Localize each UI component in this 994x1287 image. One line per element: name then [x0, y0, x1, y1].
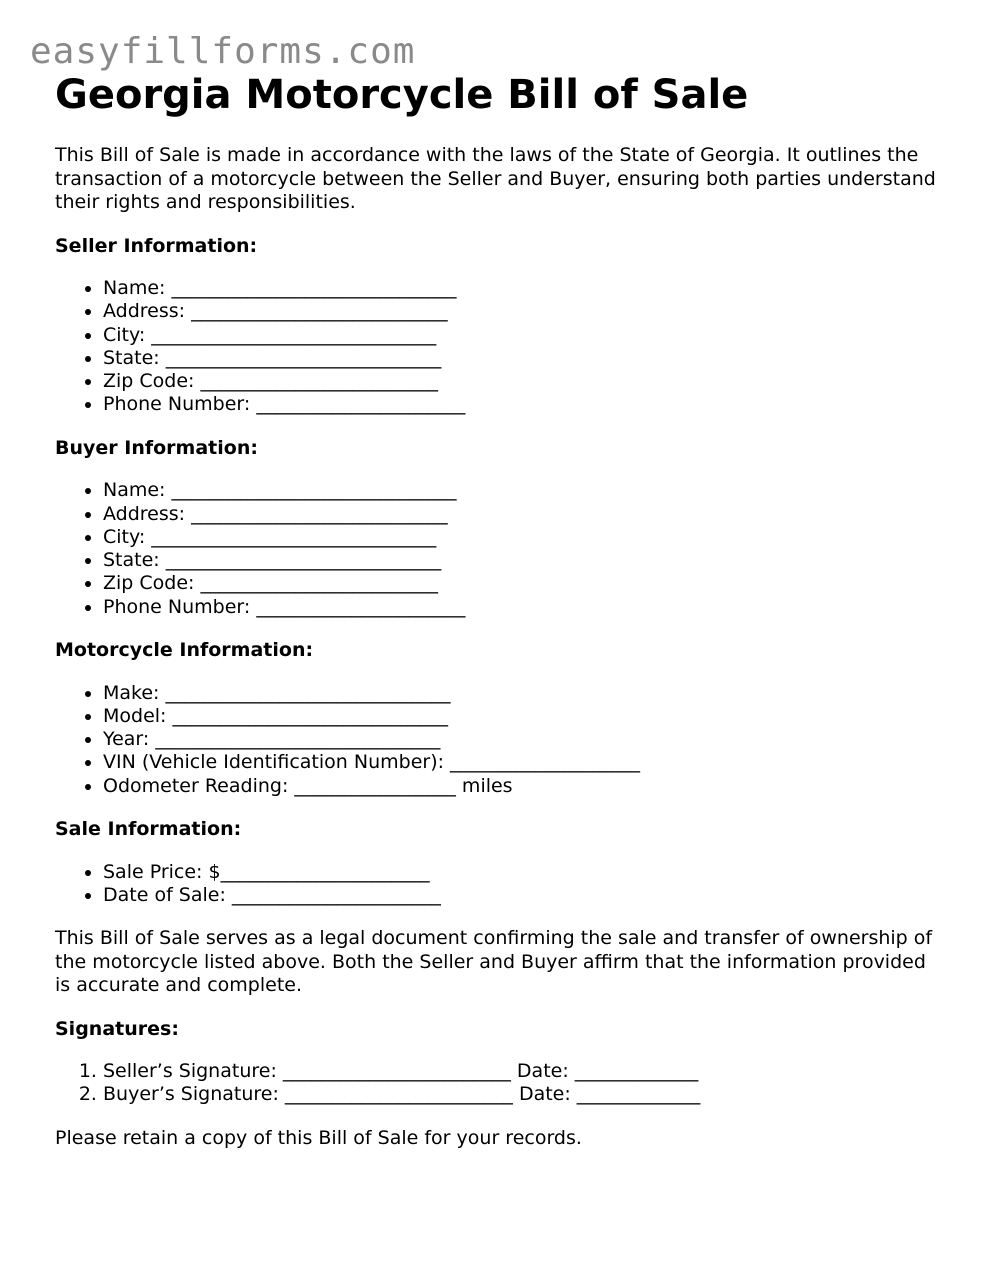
motorcycle-vin-field[interactable]: • VIN (Vehicle Identification Number): ____________________ [103, 751, 945, 774]
buyer-state-field[interactable]: • State: _____________________________ [103, 549, 945, 572]
seller-heading: Seller Information: [55, 234, 258, 257]
buyer-signature-line[interactable]: 2. Buyer’s Signature: ________________________ Date: _____________ [103, 1083, 945, 1106]
buyer-fields [55, 479, 945, 619]
seller-name-field[interactable]: • Name: ______________________________ [103, 277, 945, 300]
sale-heading: Sale Information: [55, 818, 242, 841]
buyer-name-field[interactable]: • Name: ______________________________ [103, 479, 945, 502]
intro-paragraph: This Bill of Sale is made in accordance with the laws of the State of Georgia. It outlines the transaction of a motorcycle between the Seller and Buyer, ensuring both parties understand their rights and responsibilities. [55, 144, 936, 213]
seller-signature-line[interactable]: 1. Seller’s Signature: ________________________ Date: _____________ [103, 1060, 945, 1083]
motorcycle-make-field[interactable]: • Make: ______________________________ [103, 682, 945, 705]
seller-city-field[interactable]: • City: ______________________________ [103, 324, 945, 347]
buyer-address-field[interactable]: • Address: ___________________________ [103, 503, 945, 526]
seller-phone-field[interactable]: • Phone Number: ______________________ [103, 393, 945, 416]
watermark: easyfillforms.com [30, 31, 416, 72]
seller-fields [55, 277, 945, 417]
sale-fields [55, 861, 945, 908]
buyer-heading: Buyer Information: [55, 436, 258, 459]
sale-price-field[interactable]: • Sale Price: $______________________ [103, 861, 945, 884]
motorcycle-heading: Motorcycle Information: [55, 639, 314, 662]
buyer-city-field[interactable]: • City: ______________________________ [103, 526, 945, 549]
document-body [55, 72, 945, 1150]
closing-paragraph: This Bill of Sale serves as a legal document confirming the sale and transfer of ownership of the motorcycle listed above. Both the Seller and Buyer affirm that the information provided is accurate and complete. [55, 927, 933, 997]
motorcycle-fields [55, 682, 945, 798]
signature-lines [55, 1060, 945, 1107]
sale-date-field[interactable]: • Date of Sale: ______________________ [103, 884, 945, 907]
seller-state-field[interactable]: • State: _____________________________ [103, 347, 945, 370]
motorcycle-year-field[interactable]: • Year: ______________________________ [103, 728, 945, 751]
signatures-heading: Signatures: [55, 1017, 179, 1040]
seller-address-field[interactable]: • Address: ___________________________ [103, 300, 945, 323]
page-title: Georgia Motorcycle Bill of Sale [55, 72, 749, 118]
buyer-phone-field[interactable]: • Phone Number: ______________________ [103, 596, 945, 619]
seller-zip-field[interactable]: • Zip Code: _________________________ [103, 370, 945, 393]
motorcycle-model-field[interactable]: • Model: _____________________________ [103, 705, 945, 728]
buyer-zip-field[interactable]: • Zip Code: _________________________ [103, 572, 945, 595]
motorcycle-odometer-field[interactable]: • Odometer Reading: _________________ miles [103, 775, 945, 798]
footer-note: Please retain a copy of this Bill of Sale for your records. [55, 1126, 582, 1149]
